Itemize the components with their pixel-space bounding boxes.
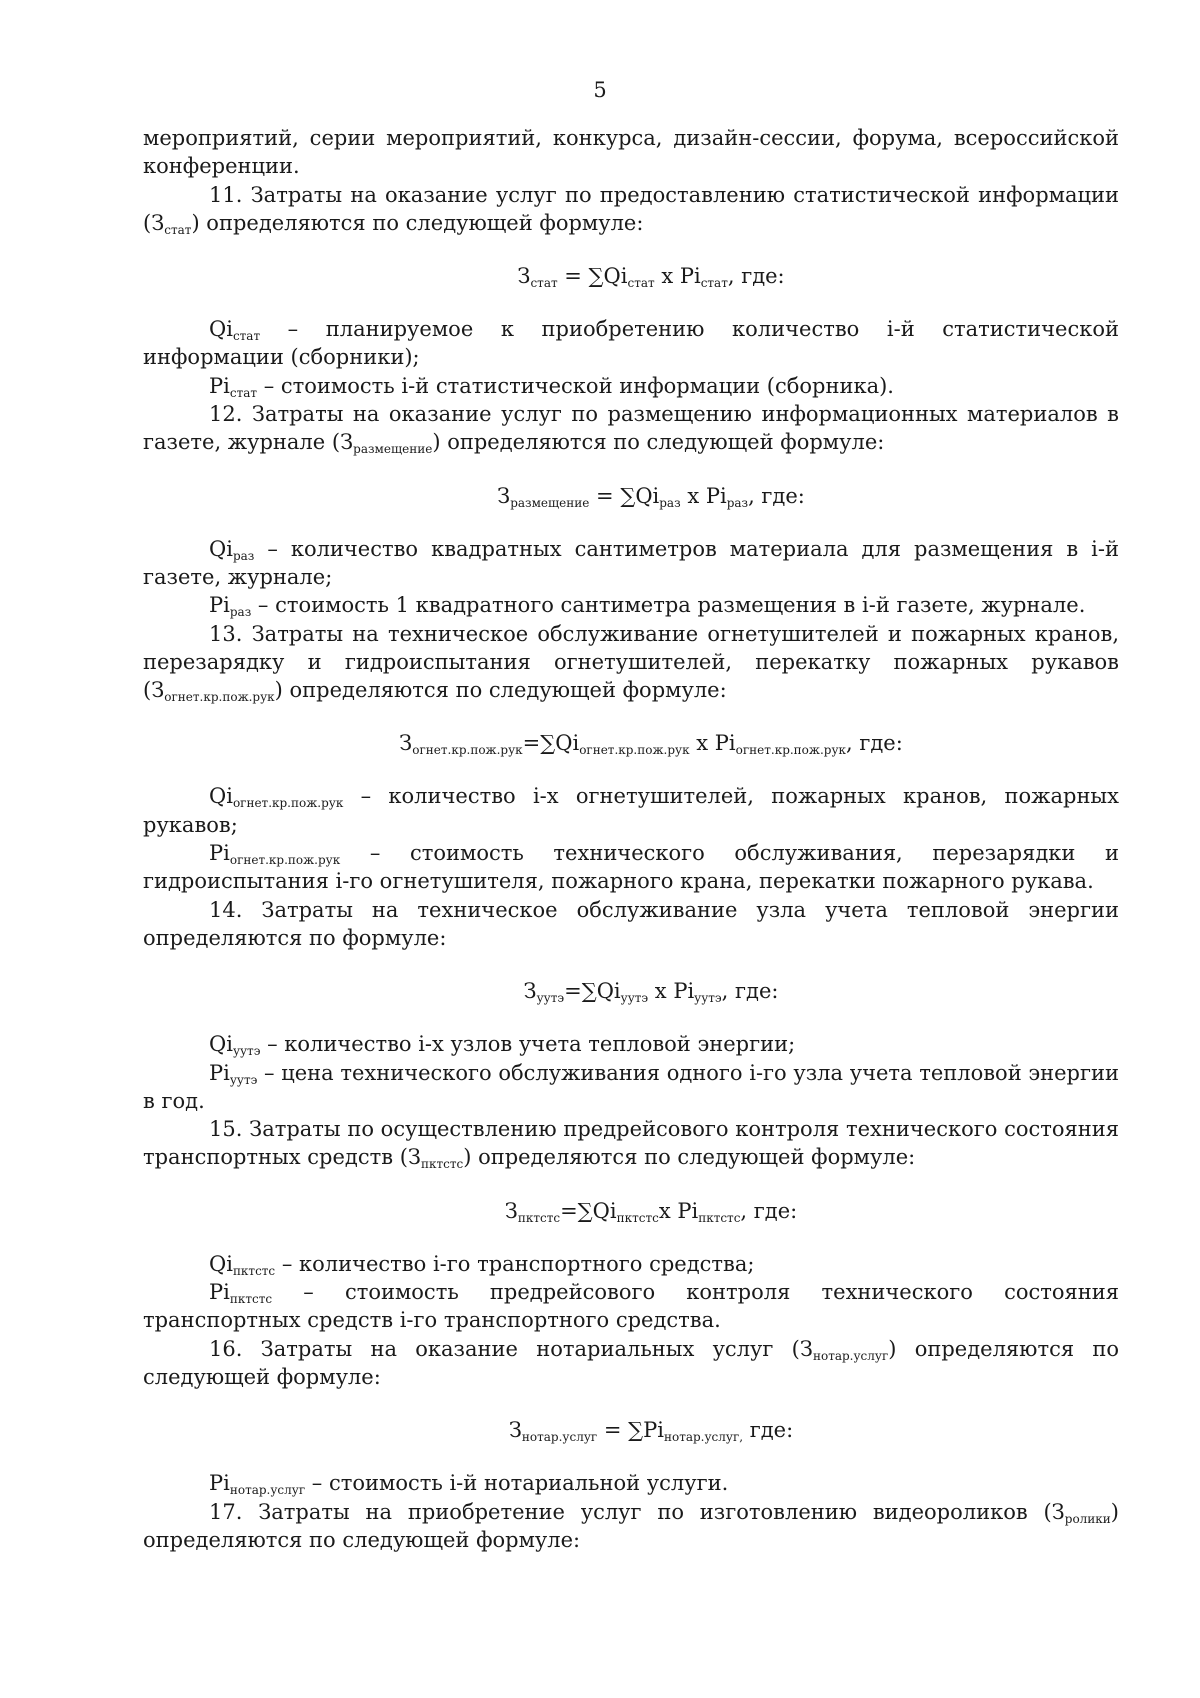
clause-16: 16. Затраты на оказание нотариальных услуг $(З_{нотар.услуг})$ определяются по следующей формуле: xyxy=(143,1336,1119,1389)
definition-14-pi: $Pi_{уутэ}$ – цена технического обслуживания одного i-го узла учета тепловой энергии в год. xyxy=(143,1060,1119,1113)
definition-13-pi: $Pi_{огнет.кр.пож.рук}$ – стоимость технического обслуживания, перезарядки и гидроиспытания i-го огнетушителя, пожарного крана, перекатки пожарного рукава. xyxy=(143,841,1119,894)
definition-14-qi: $Qi_{уутэ}$ – количество i-х узлов учета тепловой энергии; xyxy=(209,1032,796,1059)
clause-15: 15. Затраты по осуществлению предрейсового контроля технического состояния транспортных средств $(З_{пктстс})$ определяются по следующей формуле: xyxy=(143,1117,1119,1172)
formula-13: $З_{огнет.кр.пож.рук}=\sum Qi_{огнет.кр.пож.рук}$ х $Pi_{огнет.кр.пож.рук}$, где: xyxy=(399,731,903,758)
paragraph-continuation: мероприятий, серии мероприятий, конкурса, дизайн-сессии, форума, всероссийской конференции. xyxy=(143,126,1119,179)
definition-11-pi: $Pi_{стат}$ – стоимость i-й статистической информации (сборника). xyxy=(209,373,894,400)
page-number: 5 xyxy=(593,78,607,102)
clause-12: 12. Затраты на оказание услуг по размещению информационных материалов в газете, журнале $(З_{размещение})$ определяются по следующей формуле: xyxy=(143,402,1119,457)
formula-14: $З_{уутэ}=\sum Qi_{уутэ}$ х $Pi_{уутэ}$, где: xyxy=(523,979,779,1006)
formula-12: $З_{размещение} = \sum Qi_{раз}$ х $Pi_{раз}$, где: xyxy=(497,483,805,510)
clause-11: 11. Затраты на оказание услуг по предоставлению статистической информации $(З_{стат})$ определяются по следующей формуле: xyxy=(143,182,1119,237)
definition-12-qi: $Qi_{раз}$ – количество квадратных сантиметров материала для размещения в i-й газете, журнале; xyxy=(143,536,1119,589)
formula-16: $З_{нотар.услуг} = \sum Pi_{нотар.услуг,}$ где: xyxy=(508,1418,794,1445)
definition-15-qi: $Qi_{пктстс}$ – количество i-го транспортного средства; xyxy=(209,1251,755,1278)
formula-15: $З_{пктстс}=\sum Qi_{пктстс}х$ $Pi_{пктстс}$, где: xyxy=(504,1198,798,1225)
definition-11-qi: $Qi_{стат}$ – планируемое к приобретению количество i-й статистической информации (сборники); xyxy=(143,317,1119,370)
definition-16-pi: $Pi_{нотар.услуг}$ – стоимость i-й нотариальной услуги. xyxy=(209,1471,729,1498)
definition-15-pi: $Pi_{пктстс}$ – стоимость предрейсового контроля технического состояния транспортных средств i-го транспортного средства. xyxy=(143,1280,1119,1333)
definition-13-qi: $Qi_{огнет.кр.пож.рук}$ – количество i-х огнетушителей, пожарных кранов, пожарных рукавов; xyxy=(143,784,1119,837)
clause-13: 13. Затраты на техническое обслуживание огнетушителей и пожарных кранов, перезарядку и гидроиспытания огнетушителей, перекатку пожарных рукавов $(З_{огнет.кр.пож.рук})$ определяются по следующей формуле: xyxy=(143,621,1119,705)
clause-14: 14. Затраты на техническое обслуживание узла учета тепловой энергии определяются по формуле: xyxy=(143,897,1119,950)
clause-17: 17. Затраты на приобретение услуг по изготовлению видеороликов $(З_{ролики})$ определяются по следующей формуле: xyxy=(143,1499,1119,1552)
formula-11: $З_{стат} = \sum Qi_{стат}$ х $Pi_{стат}$, где: xyxy=(517,264,785,291)
document-body xyxy=(143,124,1119,1554)
definition-12-pi: $Pi_{раз}$ – стоимость 1 квадратного сантиметра размещения в i-й газете, журнале. xyxy=(209,593,1086,620)
